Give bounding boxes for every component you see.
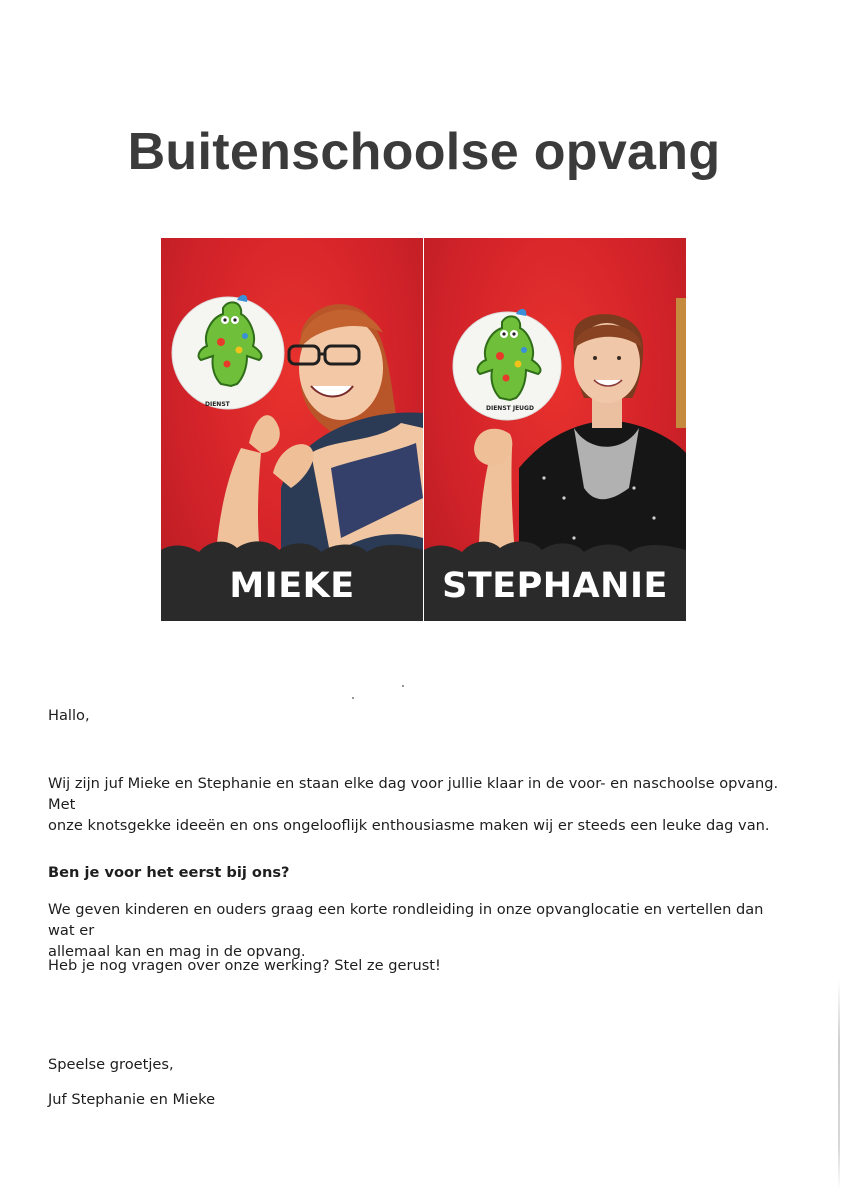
scan-speck (402, 685, 404, 687)
letter-question-heading (48, 862, 788, 883)
intro-line-1: Wij zijn juf Mieke en Stephanie en staan elke dag voor jullie klaar in de voor- en naschoolse opvang. Met (48, 775, 779, 813)
sign-caption: DIENST JEUGD (486, 405, 534, 412)
name-label-mieke: MIEKE (229, 566, 355, 606)
question-heading: Ben je voor het eerst bij ons? (48, 864, 290, 881)
tour-line-2: allemaal kan en mag in de opvang. (48, 943, 306, 960)
letter-greeting (48, 705, 788, 726)
signature-text: Juf Stephanie en Mieke (48, 1091, 216, 1108)
sign-caption: DIENST (205, 401, 230, 408)
intro-line-2: onze knotsgekke ideeën en ons ongelooflijk enthousiasme maken wij er steeds een leuke dag van. (48, 817, 770, 834)
photo-stephanie (424, 238, 686, 621)
tour-line-1: We geven kinderen en ouders graag een korte rondleiding in onze opvanglocatie en vertellen dan wat er (48, 901, 764, 939)
letter-tour (48, 899, 788, 962)
questions-line: Heb je nog vragen over onze werking? Stel ze gerust! (48, 957, 441, 974)
letter-questions (48, 955, 788, 976)
photo-mieke (161, 238, 423, 621)
scan-speck (352, 697, 354, 699)
closing-text: Speelse groetjes, (48, 1056, 174, 1073)
letter-intro (48, 773, 788, 836)
scan-page-edge (838, 980, 840, 1190)
letter-signature (48, 1089, 788, 1110)
page-title: Buitenschoolse opvang (127, 123, 721, 181)
letter-closing (48, 1054, 788, 1075)
greeting-text: Hallo, (48, 707, 90, 724)
name-label-stephanie: STEPHANIE (442, 566, 668, 606)
